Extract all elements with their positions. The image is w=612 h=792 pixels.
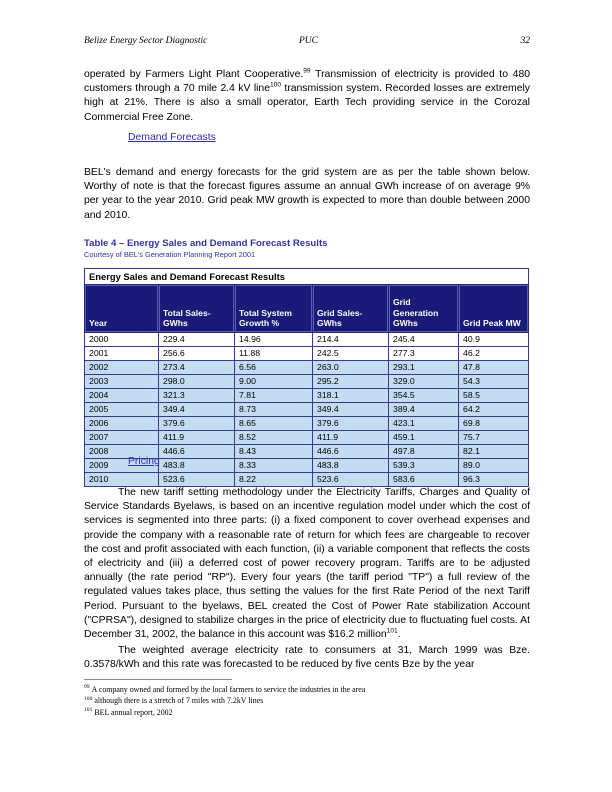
cell-grid-sales: 483.8 [313, 459, 389, 473]
cell-grid-peak: 54.3 [459, 375, 529, 389]
table-caption [84, 238, 530, 260]
column-header-grid-sales[interactable]: Grid Sales-GWhs [313, 285, 389, 333]
column-header-grid-peak-mw[interactable]: Grid Peak MW [459, 285, 529, 333]
column-header-grid-generation[interactable]: Grid Generation GWhs [389, 285, 459, 333]
cell-total-growth: 8.73 [235, 403, 313, 417]
cell-grid-peak: 96.3 [459, 473, 529, 487]
cell-total-sales: 379.6 [159, 417, 235, 431]
footnote-number: 100 [84, 695, 93, 702]
cell-total-sales: 229.4 [159, 333, 235, 347]
cell-total-growth: 6.56 [235, 361, 313, 375]
pricing-text-part2: . [397, 629, 401, 641]
heading-demand-forecasts[interactable]: Demand Forecasts [128, 132, 216, 143]
table-row [85, 403, 529, 417]
cell-grid-peak: 47.8 [459, 361, 529, 375]
table-caption-main: Table 4 – Energy Sales and Demand Forecast Results [84, 238, 328, 249]
paragraph-intro [84, 68, 530, 125]
footnotes-block [84, 684, 530, 718]
table-row [85, 361, 529, 375]
energy-forecast-table [84, 268, 529, 487]
cell-grid-generation: 389.4 [389, 403, 459, 417]
cell-grid-generation: 583.6 [389, 473, 459, 487]
cell-year: 2000 [85, 333, 159, 347]
pricing-text-part1: The new tariff setting methodology under the Electricity Tariffs, Charges and Quality of Service Standards Byelaws, is based on an incentive regulation model under which the cost of services is segmented into three parts: (i) a fixed component to cover overhead expenses and provide the company with a reasonable rate of return for which fees are chargeable to recover the cost and profit associated with each function, (ii) a variable component that reflects the costs of electricity and (iii) a deferred cost of power recovery program. Tariffs are to be adjusted annually (the rate period "RP"). Every four years (the tariff period "TP") a full review of the regulated values takes place, thus setting the values for the first Rate Period of the next Tariff Period. Pursuant to the byelaws, BEL created the Cost of Power Rate stabilization Account ("CPRSA"), designed to stabilize charges in the price of electricity due to fluctuating fuel costs. At December 31, 2002, the balance in this account was $16.2 million [84, 487, 530, 641]
cell-grid-sales: 446.6 [313, 445, 389, 459]
table-row [85, 375, 529, 389]
footnote-item [84, 707, 530, 718]
footnote-text: A company owned and formed by the local farmers to service the industries in the area [91, 685, 366, 694]
cell-total-growth: 8.65 [235, 417, 313, 431]
cell-grid-peak: 82.1 [459, 445, 529, 459]
cell-total-growth: 9.00 [235, 375, 313, 389]
cell-grid-sales: 379.6 [313, 417, 389, 431]
cell-grid-generation: 329.0 [389, 375, 459, 389]
cell-year: 2006 [85, 417, 159, 431]
running-header [84, 36, 530, 50]
cell-grid-peak: 69.8 [459, 417, 529, 431]
cell-grid-generation: 539.3 [389, 459, 459, 473]
cell-grid-sales: 263.0 [313, 361, 389, 375]
header-document-title: Belize Energy Sector Diagnostic [84, 36, 208, 46]
paragraph-pricing [84, 486, 530, 642]
cell-total-sales: 411.9 [159, 431, 235, 445]
cell-total-growth: 11.88 [235, 347, 313, 361]
cell-year: 2002 [85, 361, 159, 375]
column-header-total-sales[interactable]: Total Sales-GWhs [159, 285, 235, 333]
cell-year: 2005 [85, 403, 159, 417]
cell-total-sales: 349.4 [159, 403, 235, 417]
cell-grid-sales: 349.4 [313, 403, 389, 417]
intro-text-part3: transmission system. Recorded losses are extremely high at 21%. There is also a small operator, Earth Tech providing service in the Corozal Commercial Free Zone. [84, 83, 530, 123]
cell-total-sales: 273.4 [159, 361, 235, 375]
footnote-text: although there is a stretch of 7 miles with 7.2kV lines [94, 696, 264, 706]
footnote-number: 99 [84, 684, 90, 691]
table-title-row [85, 269, 529, 285]
column-header-total-system-growth[interactable]: Total System Growth % [235, 285, 313, 333]
intro-text-part2: Transmission of electricity is provided to 480 customers through a 70 mile 2.4 kV line [84, 69, 530, 95]
cell-grid-peak: 64.2 [459, 403, 529, 417]
cell-total-growth: 8.33 [235, 459, 313, 473]
cell-grid-peak: 46.2 [459, 347, 529, 361]
table-row [85, 347, 529, 361]
header-page-number: 32 [520, 36, 530, 46]
intro-text-part1: operated by Farmers Light Plant Cooperative. [84, 69, 304, 80]
cell-grid-sales: 523.6 [313, 473, 389, 487]
header-center-label: PUC [299, 36, 318, 46]
heading-pricing[interactable]: Pricing [128, 456, 160, 467]
cell-grid-sales: 295.2 [313, 375, 389, 389]
cell-year: 2008 [85, 445, 159, 459]
cell-grid-generation: 459.1 [389, 431, 459, 445]
cell-total-growth: 8.43 [235, 445, 313, 459]
cell-grid-sales: 411.9 [313, 431, 389, 445]
cell-grid-generation: 293.1 [389, 361, 459, 375]
cell-total-sales: 298.0 [159, 375, 235, 389]
cell-total-growth: 8.22 [235, 473, 313, 487]
footnote-item [84, 684, 530, 695]
cell-total-sales: 446.6 [159, 445, 235, 459]
cell-grid-sales: 214.4 [313, 333, 389, 347]
table-title: Energy Sales and Demand Forecast Results [85, 269, 529, 285]
cell-grid-peak: 40.9 [459, 333, 529, 347]
cell-year: 2009 [85, 459, 159, 473]
cell-grid-peak: 89.0 [459, 459, 529, 473]
cell-total-sales: 256.6 [159, 347, 235, 361]
table-caption-sub: Courtesy of BEL's Generation Planning Report 2001 [84, 250, 256, 259]
column-header-year[interactable]: Year [85, 285, 159, 333]
cell-grid-peak: 75.7 [459, 431, 529, 445]
cell-year: 2004 [85, 389, 159, 403]
footnote-item [84, 695, 530, 706]
cell-grid-generation: 277.3 [389, 347, 459, 361]
cell-year: 2003 [85, 375, 159, 389]
footnote-ref-100: 100 [270, 81, 282, 89]
cell-grid-sales: 242.5 [313, 347, 389, 361]
paragraph-demand-forecasts: BEL's demand and energy forecasts for the grid system are as per the table shown below. Worthy of note is that the forecast figures assume an annual GWh increase of on average 9% per year to the year 2010. Grid peak MW growth is expected to more than double between 2000 and 2010. [84, 167, 530, 221]
cell-grid-peak: 58.5 [459, 389, 529, 403]
cell-grid-generation: 423.1 [389, 417, 459, 431]
cell-total-sales: 321.3 [159, 389, 235, 403]
table-row [85, 431, 529, 445]
cell-year: 2001 [85, 347, 159, 361]
cell-total-growth: 14.96 [235, 333, 313, 347]
footnote-ref-101: 101 [386, 627, 398, 635]
cell-year: 2010 [85, 473, 159, 487]
table-row [85, 333, 529, 347]
table-row [85, 417, 529, 431]
cell-total-growth: 8.52 [235, 431, 313, 445]
footnote-ref-99: 99 [303, 67, 311, 75]
cell-year: 2007 [85, 431, 159, 445]
footnote-text: BEL annual report, 2002 [94, 707, 173, 717]
paragraph-closing: The weighted average electricity rate to consumers at 31, March 1999 was Bze. 0.3578/kWh and this rate was forecasted to be reduced by five cents Bze by the year [84, 645, 530, 671]
cell-total-growth: 7.81 [235, 389, 313, 403]
cell-grid-sales: 318.1 [313, 389, 389, 403]
cell-grid-generation: 354.5 [389, 389, 459, 403]
cell-total-sales: 483.8 [159, 459, 235, 473]
cell-total-sales: 523.6 [159, 473, 235, 487]
cell-grid-generation: 497.8 [389, 445, 459, 459]
table-row [85, 473, 529, 487]
table-header-row [85, 285, 529, 333]
footnote-number: 101 [84, 707, 93, 714]
table-row [85, 389, 529, 403]
footnote-separator [84, 679, 232, 680]
cell-grid-generation: 245.4 [389, 333, 459, 347]
